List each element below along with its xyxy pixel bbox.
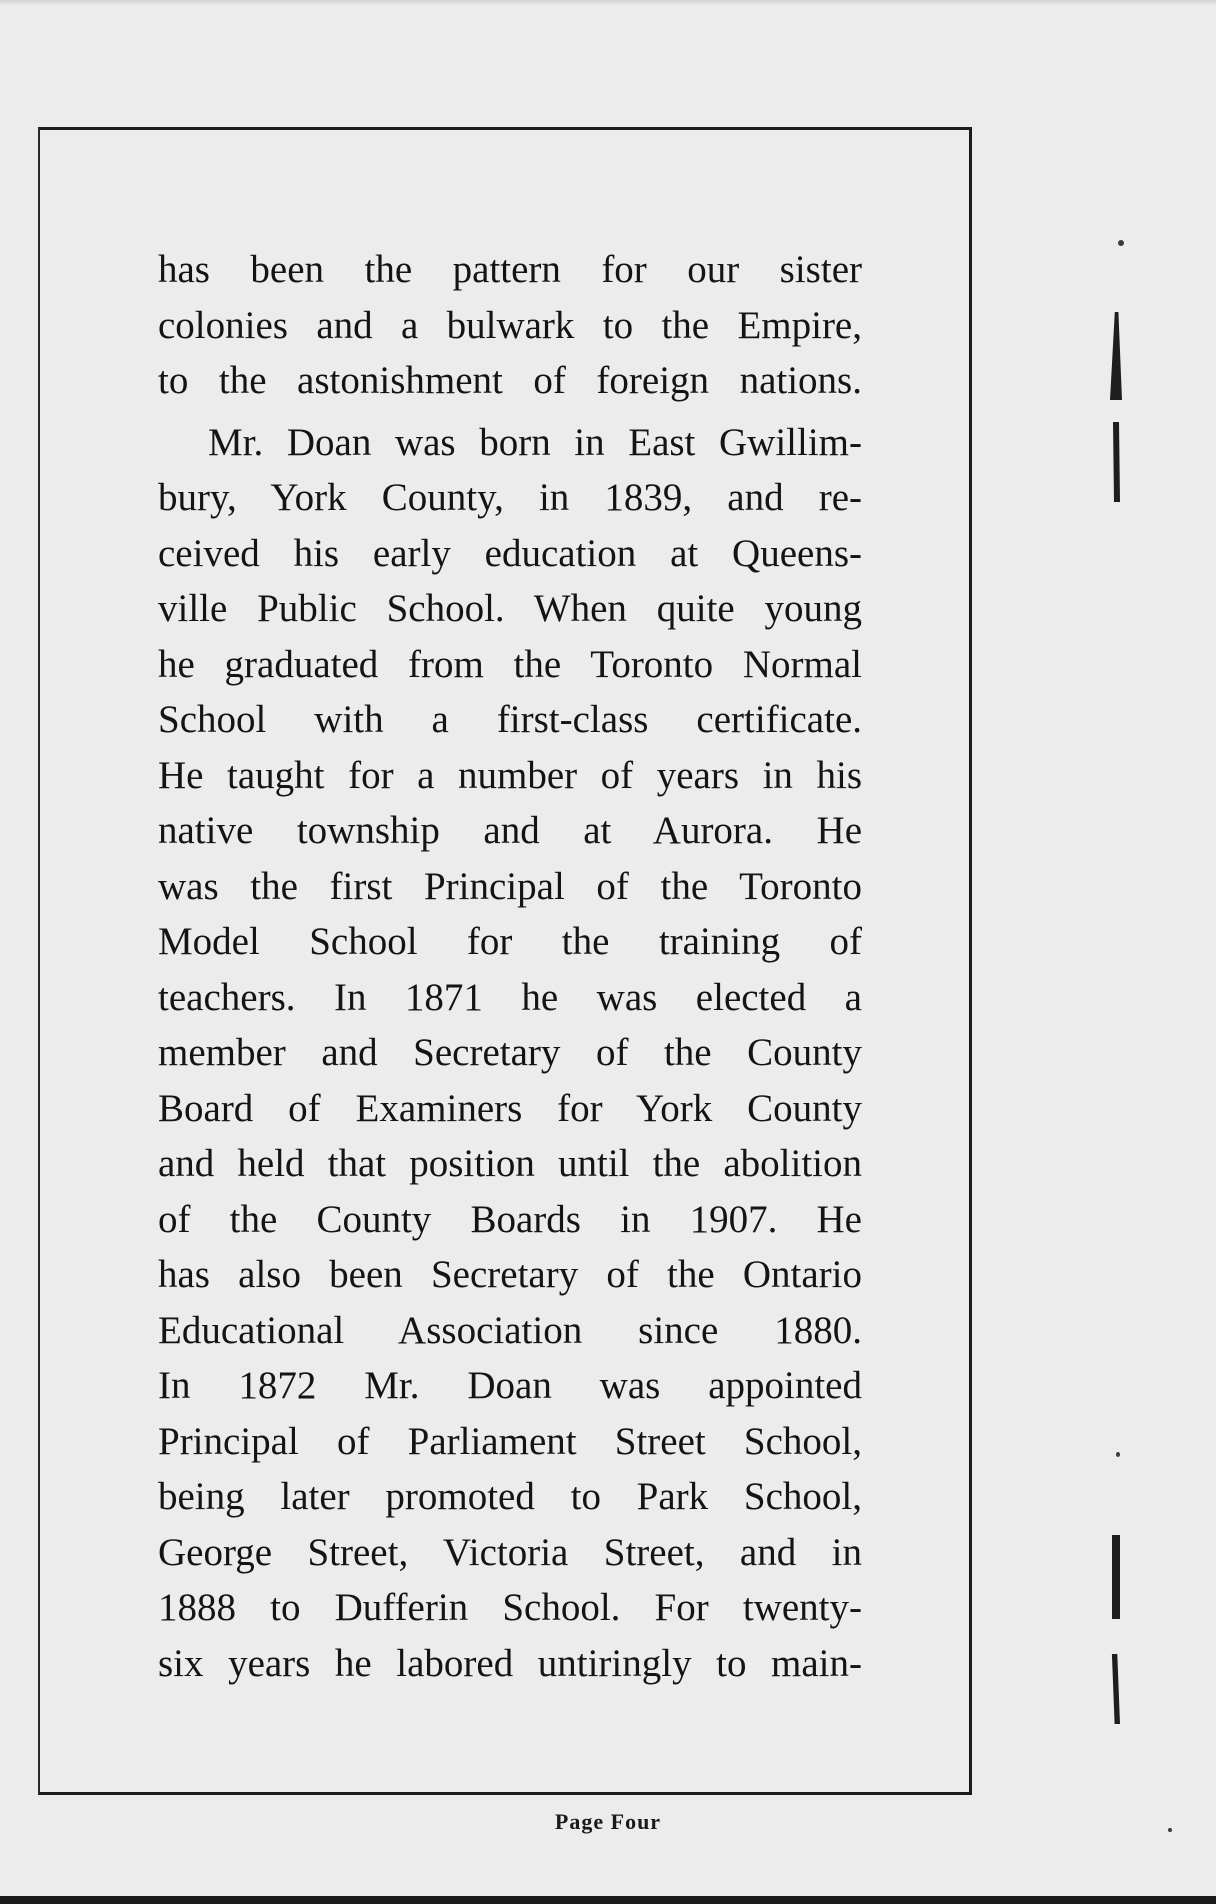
text-line: he graduated from the Toronto Normal xyxy=(158,642,862,686)
text-line: Mr. Doan was born in East Gwillim- xyxy=(208,420,862,464)
scan-mark xyxy=(1110,312,1122,400)
text-line: ceived his early education at Queens- xyxy=(158,531,862,575)
text-line: Educational Association since 1880. xyxy=(158,1308,862,1352)
body-text xyxy=(158,242,862,1691)
text-line: and held that position until the abolition xyxy=(158,1142,862,1185)
scan-mark xyxy=(1111,1654,1120,1724)
scan-speck xyxy=(1116,1452,1120,1457)
text-line: George Street, Victoria Street, and in xyxy=(158,1530,862,1574)
text-line: In 1872 Mr. Doan was appointed xyxy=(158,1364,862,1407)
text-line: being later promoted to Park School, xyxy=(158,1475,862,1518)
scan-speck xyxy=(1168,1828,1172,1832)
scan-mark xyxy=(1112,1535,1120,1619)
text-line: ville Public School. When quite young xyxy=(158,587,862,630)
text-line: Board of Examiners for York County xyxy=(158,1086,862,1130)
text-line: Model School for the training of xyxy=(158,920,862,963)
scan-mark xyxy=(1111,422,1121,502)
text-line: native township and at Aurora. He xyxy=(158,809,862,852)
scan-speck xyxy=(1118,240,1124,246)
text-line: has also been Secretary of the Ontario xyxy=(158,1253,862,1296)
text-line: School with a first-class certificate. xyxy=(158,698,862,741)
text-line: colonies and a bulwark to the Empire, xyxy=(158,303,862,347)
text-line: has been the pattern for our sister xyxy=(158,248,862,291)
text-line: He taught for a number of years in his xyxy=(158,753,862,797)
page-edge-top xyxy=(0,0,1216,6)
text-line: bury, York County, in 1839, and re- xyxy=(158,476,862,519)
text-line: 1888 to Dufferin School. For twenty- xyxy=(158,1586,862,1629)
page-number: Page Four xyxy=(554,1809,662,1834)
text-line: of the County Boards in 1907. He xyxy=(158,1197,862,1241)
text-line: was the first Principal of the Toronto xyxy=(158,864,862,908)
text-line: Principal of Parliament Street School, xyxy=(158,1419,862,1463)
text-line: member and Secretary of the County xyxy=(158,1031,862,1074)
text-line: six years he labored untiringly to main- xyxy=(158,1641,862,1685)
text-line: to the astonishment of foreign nations. xyxy=(158,359,862,402)
text-line: teachers. In 1871 he was elected a xyxy=(158,975,862,1019)
page-edge-bottom xyxy=(0,1896,1216,1904)
